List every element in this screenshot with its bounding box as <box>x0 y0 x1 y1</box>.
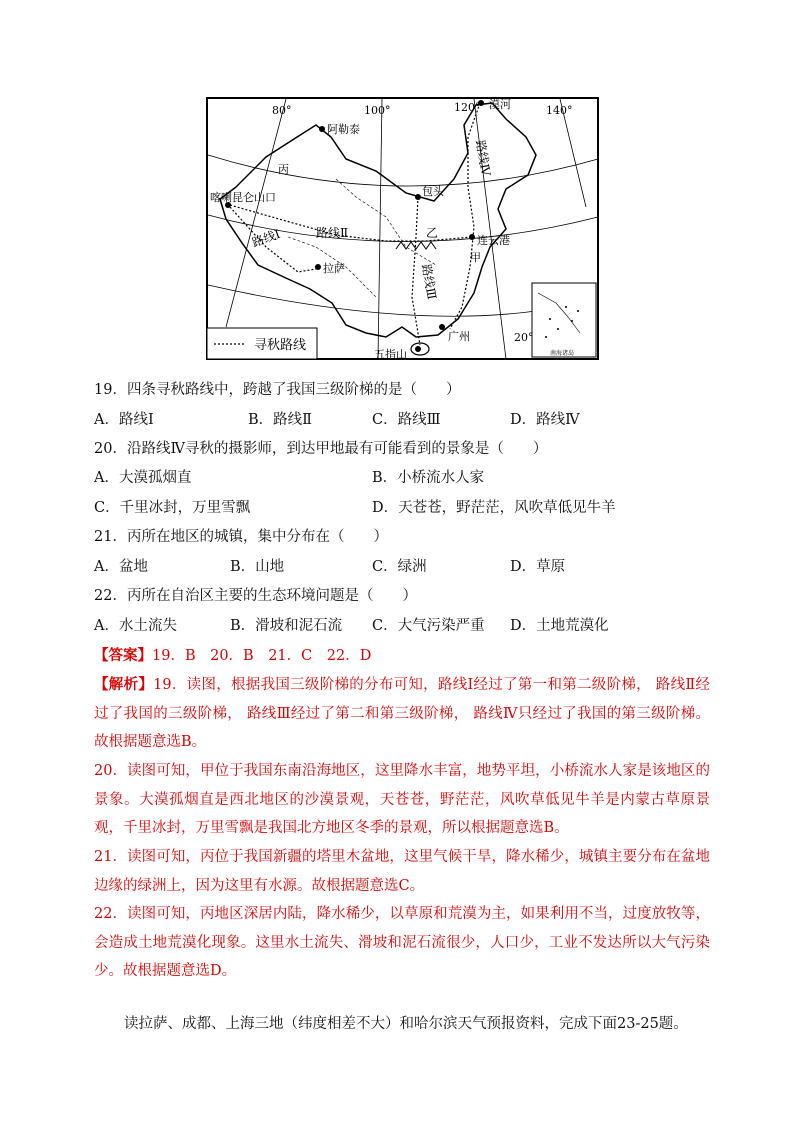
answer-tag: 【答案】 <box>94 647 152 664</box>
q21-option-d: D．草原 <box>510 559 566 575</box>
q20-option-d: D．天苍苍，野茫茫，风吹草低见牛羊 <box>372 500 616 516</box>
q20-option-c: C．千里冰封，万里雪飘 <box>94 500 251 516</box>
q19-option-a: A．路线Ⅰ <box>94 412 154 428</box>
q22-option-c: C．大气污染严重 <box>372 618 485 634</box>
city-altay-dot <box>319 126 325 132</box>
china-route-map <box>206 97 599 360</box>
q22-option-d: D．土地荒漠化 <box>510 618 609 634</box>
city-guangzhou-dot <box>439 324 445 330</box>
q22-option-b: B．滑坡和泥石流 <box>230 618 343 634</box>
lon-80-label: 80° <box>272 104 292 117</box>
q22-option-a: A．水土流失 <box>94 618 177 634</box>
analysis-tag: 【解析】 <box>94 676 154 693</box>
label-route-1: 路线Ⅰ <box>250 226 283 250</box>
label-wuzhishan: 五指山 <box>374 348 407 360</box>
label-route-2: 路线Ⅱ <box>316 226 349 240</box>
next-section-intro: 读拉萨、成都、上海三地（纬度相差不大）和哈尔滨天气预报资料，完成下面23-25题。 <box>124 1016 688 1032</box>
lon-140-label: 140° <box>546 104 573 117</box>
answer-line <box>94 646 371 666</box>
label-karakoram: 喀喇昆仑山口 <box>210 191 276 204</box>
city-lhasa-dot <box>315 264 321 270</box>
q20-option-a: A．大漠孤烟直 <box>94 470 192 486</box>
inset-label: 南海诸岛 <box>550 350 575 357</box>
lon-120-label: 120° <box>454 101 481 114</box>
analysis-21: 21．读图可知，丙位于我国新疆的塔里木盆地，这里气候干旱，降水稀少，城镇主要分布在盆地边缘的绿洲上，因为这里有水源。故根据题意选C。 <box>94 849 710 894</box>
analysis-22: 22．读图可知，丙地区深居内陆，降水稀少，以草原和荒漠为主，如果利用不当，过度放牧等，会造成土地荒漠化现象。这里水土流失、滑坡和泥石流很少，人口少，工业不发达所以大气污染少。故根据题意选D。 <box>94 906 710 979</box>
q20-option-b: B．小桥流水人家 <box>372 470 485 486</box>
label-route-3: 路线Ⅲ <box>419 263 440 301</box>
label-mohe: 漠河 <box>489 98 511 111</box>
label-altay: 阿勒泰 <box>327 123 360 136</box>
analysis-19-text: 19．读图，根据我国三级阶梯的分布可知，路线Ⅰ经过了第一和第二级阶梯， 路线Ⅱ经过了我国的三级阶梯， 路线Ⅲ经过了第二和第三级阶梯， 路线Ⅳ只经过了我国的第三级阶梯。故根据题意选B。 <box>94 677 711 750</box>
city-lianyungang-dot <box>469 234 475 240</box>
analysis-19 <box>94 671 710 757</box>
city-wuzhishan-dot <box>415 346 421 352</box>
label-lianyungang: 连云港 <box>477 234 510 247</box>
lat-20-label: 20° <box>514 331 534 344</box>
label-yi: 乙 <box>426 226 439 240</box>
label-lhasa: 拉萨 <box>323 262 345 275</box>
label-guangzhou: 广州 <box>448 330 470 343</box>
answer-text: 19．B 20．B 21．C 22．D <box>152 648 372 664</box>
question-22-stem: 22．丙所在自治区主要的生态环境问题是（ ） <box>94 588 417 604</box>
analysis-20: 20．读图可知，甲位于我国东南沿海地区，这里降水丰富，地势平坦，小桥流水人家是该地区的景象。大漠孤烟直是西北地区的沙漠景观，天苍苍，野茫茫，风吹草低见牛羊是内蒙古草原景观，千里冰封，万里雪飘是我国北方地区冬季的景观，所以根据题意选B。 <box>94 763 710 836</box>
question-21-stem: 21．丙所在地区的城镇，集中分布在（ ） <box>94 529 388 545</box>
question-20-stem: 20．沿路线Ⅳ寻秋的摄影师，到达甲地最有可能看到的景象是（ ） <box>94 441 548 457</box>
question-19-stem: 19．四条寻秋路线中，跨越了我国三级阶梯的是（ ） <box>94 382 461 398</box>
lon-100-label: 100° <box>364 104 391 117</box>
label-route-4: 路线Ⅳ <box>473 139 494 177</box>
city-baotou-dot <box>415 194 421 200</box>
q21-option-a: A．盆地 <box>94 559 148 575</box>
q19-option-c: C．路线Ⅲ <box>372 412 441 428</box>
label-jia: 甲 <box>470 251 481 264</box>
q19-option-d: D．路线Ⅳ <box>510 412 580 428</box>
south-china-sea-inset <box>532 283 596 357</box>
legend-label: 寻秋路线 <box>254 338 307 353</box>
q21-option-c: C．绿洲 <box>372 559 427 575</box>
q21-option-b: B．山地 <box>230 559 285 575</box>
label-bing: 丙 <box>278 163 289 176</box>
label-baotou: 包头 <box>422 185 444 198</box>
q19-option-b: B．路线Ⅱ <box>248 412 313 428</box>
